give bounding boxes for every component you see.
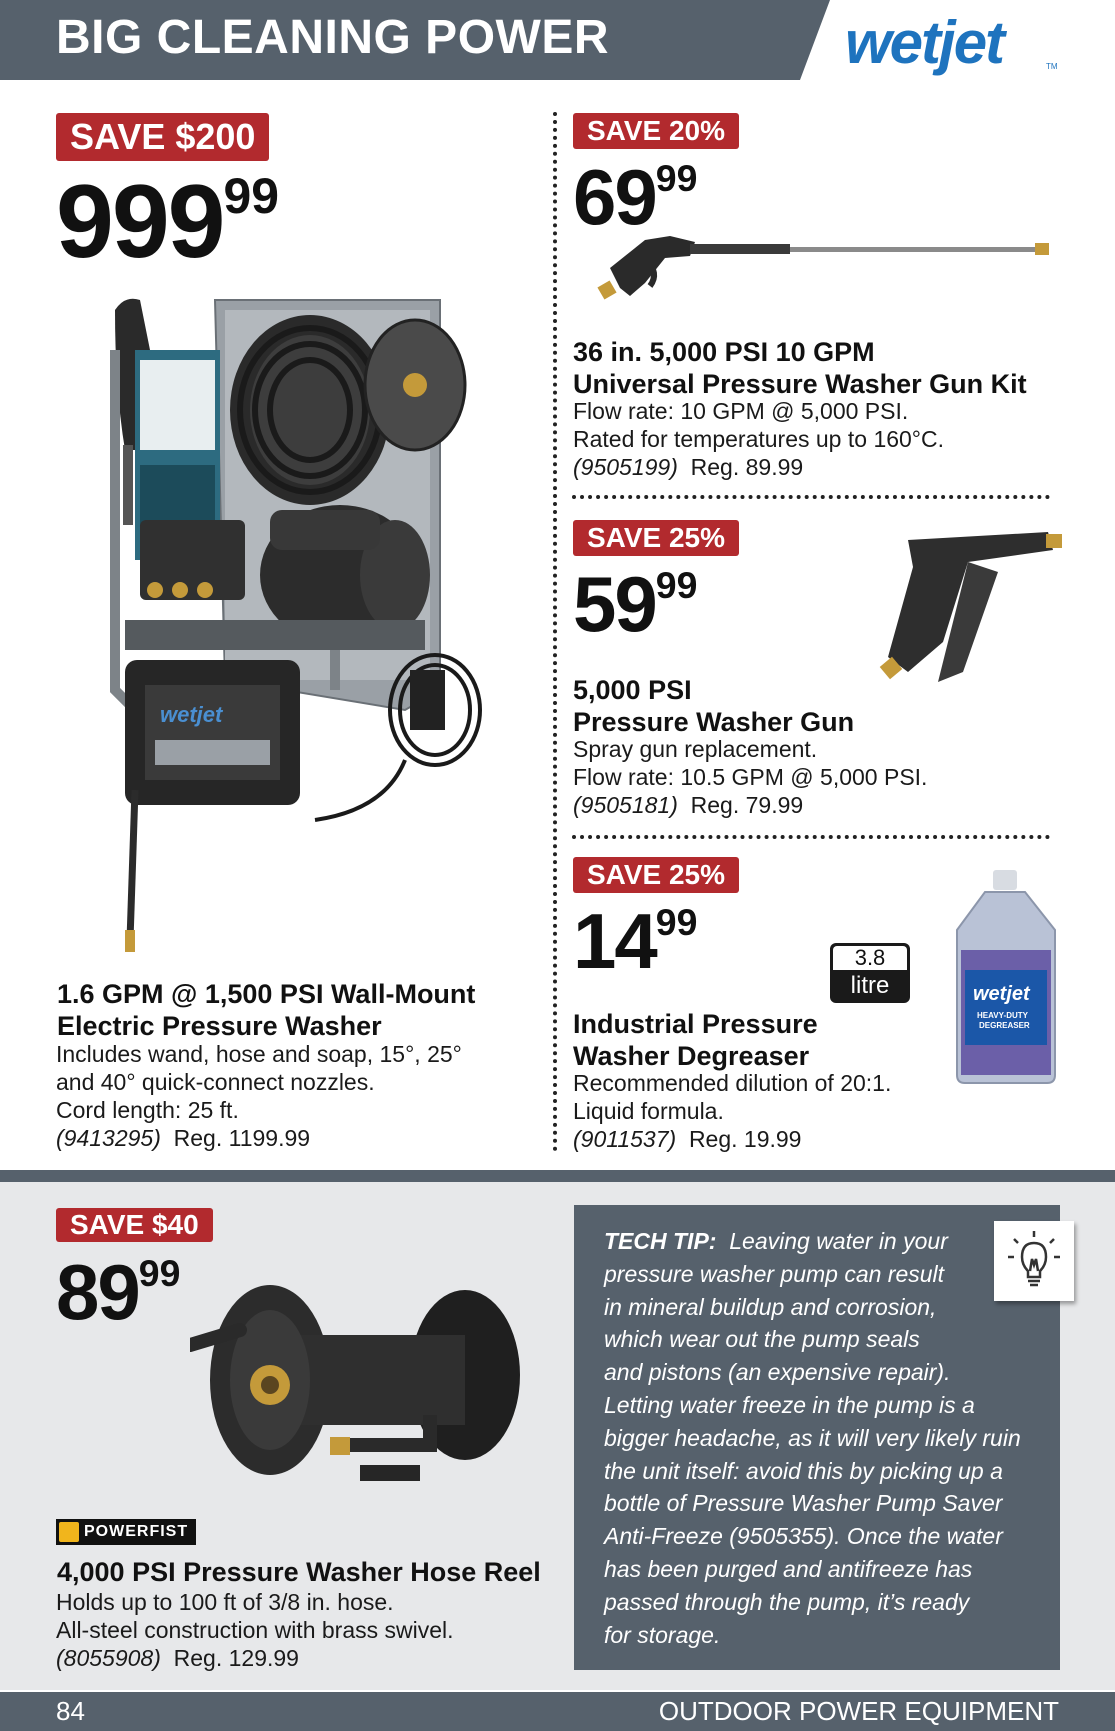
sku: (9505181) [573,792,678,818]
price [56,164,280,280]
product-title: 36 in. 5,000 PSI 10 GPM Universal Pressure Washer Gun Kit [573,337,1027,399]
wetjet-logo: wetjet [845,9,1004,76]
product-description: Flow rate: 10 GPM @ 5,000 PSI. Rated for temperatures up to 160°C. (9505199) Reg. 89.99 [573,398,945,480]
price-dollars: 69 [573,153,656,241]
degreaser-jug-image [955,870,1065,1085]
horizontal-divider [572,835,1050,839]
price [573,897,698,985]
volume-unit: litre [850,972,890,999]
save-tag: SAVE 20% [573,113,739,149]
degreaser-label-line1: HEAVY-DUTY [977,1011,1028,1020]
sku: (9505199) [573,454,678,480]
price-dollars: 14 [573,897,656,985]
regular-price: Reg. 89.99 [690,454,804,480]
product-description: Includes wand, hose and soap, 15°, 25° and 40° quick-connect nozzles. Cord length: 25 ft. (9413295) Reg. 1199.99 [56,1041,462,1151]
logo-trademark: TM [1046,62,1058,71]
pressure-washer-gun-image [868,522,1068,692]
gun-kit-image [590,228,1060,308]
powerfist-icon [59,1522,79,1542]
regular-price: Reg. 19.99 [688,1126,802,1152]
product-description: Spray gun replacement. Flow rate: 10.5 GPM @ 5,000 PSI. (9505181) Reg. 79.99 [573,736,928,818]
degreaser-label-line2: DEGREASER [979,1021,1030,1030]
regular-price: Reg. 1199.99 [173,1125,311,1151]
price [573,153,698,241]
price-dollars: 999 [56,164,224,280]
sku: (9011537) [573,1126,677,1152]
tech-tip-label: TECH TIP: [604,1228,717,1254]
product-description: Holds up to 100 ft of 3/8 in. hose. All-steel construction with brass swivel. (8055908) Reg. 129.99 [56,1589,454,1671]
sku: (9413295) [56,1125,161,1151]
regular-price: Reg. 79.99 [690,792,804,818]
hose-reel-image [190,1275,530,1515]
vertical-divider [553,112,557,1152]
page-title: BIG CLEANING POWER [56,11,610,64]
page-number: 84 [56,1696,85,1726]
degreaser-label-brand: wetjet [973,983,1030,1005]
price-dollars: 59 [573,560,656,648]
horizontal-divider [572,495,1050,499]
price [56,1248,181,1336]
price-cents: 99 [138,1251,181,1294]
price-cents: 99 [655,156,698,199]
section-rule [0,1170,1115,1182]
powerfist-logo: POWERFIST [56,1519,196,1545]
save-tag: SAVE $40 [56,1208,213,1242]
wall-mount-pressure-washer-image [95,290,515,960]
section-name: OUTDOOR POWER EQUIPMENT [658,1696,1059,1726]
price-dollars: 89 [56,1248,139,1336]
volume-value: 3.8 [833,946,907,970]
price-cents: 99 [655,900,698,943]
sku: (8055908) [56,1645,161,1671]
product-title: 1.6 GPM @ 1,500 PSI Wall-Mount Electric Pressure Washer [57,979,476,1041]
save-tag: SAVE $200 [56,113,269,161]
washer-tank-brand: wetjet [160,702,223,727]
save-tag: SAVE 25% [573,520,739,556]
regular-price: Reg. 129.99 [173,1645,299,1671]
tech-tip-text: TECH TIP: Leaving water in your pressure washer pump can result in mineral buildup and corrosion, which wear out the pump seals and pistons (an expensive repair). Letting water freeze in the pump is a bigger headache, as it will very likely ruin the unit itself: avoid this by picking up a bottle of Pressure Washer Pump Saver Anti-Freeze (9505355). Once the water has been purged and antifreeze has passed through the pump, it’s ready for storage. [604,1228,1021,1648]
price-cents: 99 [655,563,698,606]
product-title: Industrial Pressure Washer Degreaser [573,1009,818,1071]
price-cents: 99 [223,168,280,225]
product-title: 4,000 PSI Pressure Washer Hose Reel [57,1557,541,1587]
save-tag: SAVE 25% [573,857,739,893]
product-description: Recommended dilution of 20:1. Liquid formula. (9011537) Reg. 19.99 [573,1070,892,1152]
product-title: 5,000 PSI Pressure Washer Gun [573,675,855,737]
price [573,560,698,648]
